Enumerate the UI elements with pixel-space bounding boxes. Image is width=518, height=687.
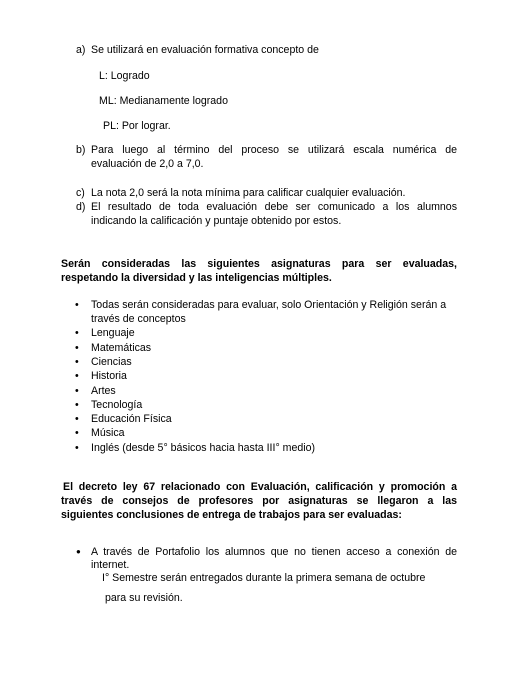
subject-item: Artes: [91, 385, 116, 397]
portfolio-bullet-line2: internet.: [91, 559, 130, 571]
bullet-marker: ●: [76, 547, 81, 556]
subject-bullet-text: Todas serán consideradas para evaluar, solo Orientación y Religión serán a: [91, 299, 447, 311]
subject-item: Tecnología: [91, 399, 143, 411]
section2-heading-line2: respetando la diversidad y las inteligencias múltiples.: [61, 272, 332, 284]
subject-item: Lenguaje: [91, 327, 135, 339]
item-d-line1: El resultado de toda evaluación debe ser comunicado a los alumnos: [91, 201, 457, 213]
section3-heading-line1: El decreto ley 67 relacionado con Evaluación, calificación y promoción a: [63, 481, 457, 493]
subject-item: Educación Física: [91, 413, 172, 425]
bullet-marker: •: [75, 413, 79, 425]
bullet-marker: •: [75, 442, 79, 454]
subject-item: Inglés (desde 5° básicos hacia hasta III° medio): [91, 442, 315, 454]
concept-por-lograr: PL: Por lograr.: [103, 120, 171, 132]
item-a-text: Se utilizará en evaluación formativa concepto de: [91, 44, 319, 56]
section2-heading-line1: Serán consideradas las siguientes asignaturas para ser evaluadas,: [61, 258, 457, 270]
bullet-marker: •: [75, 327, 79, 339]
list-marker-c: c): [76, 187, 85, 199]
portfolio-sub-line2: para su revisión.: [105, 592, 183, 604]
item-b-line2: evaluación de 2,0 a 7,0.: [91, 158, 204, 170]
subject-item: Música: [91, 427, 125, 439]
list-marker-b: b): [76, 144, 86, 156]
subject-bullet-text-cont: través de conceptos: [91, 313, 186, 325]
bullet-marker: •: [75, 399, 79, 411]
concept-logrado: L: Logrado: [99, 70, 150, 82]
portfolio-bullet-line1: A través de Portafolio los alumnos que no tienen acceso a conexión de: [91, 546, 457, 558]
section3-heading-line2: través de consejos de profesores por asignaturas se llegaron a las: [61, 495, 457, 507]
item-c-text: La nota 2,0 será la nota mínima para calificar cualquier evaluación.: [91, 187, 406, 199]
subject-item: Historia: [91, 370, 127, 382]
subject-item: Ciencias: [91, 356, 132, 368]
list-marker-d: d): [76, 201, 86, 213]
bullet-marker: •: [75, 299, 79, 311]
item-b-line1: Para luego al término del proceso se utilizará escala numérica de: [91, 144, 457, 156]
portfolio-sub-line1: I° Semestre serán entregados durante la primera semana de octubre: [102, 572, 426, 584]
bullet-marker: •: [75, 370, 79, 382]
list-marker-a: a): [76, 44, 86, 56]
concept-medianamente-logrado: ML: Medianamente logrado: [99, 95, 228, 107]
subject-item: Matemáticas: [91, 342, 152, 354]
section3-heading-line3: siguientes conclusiones de entrega de trabajos para ser evaluadas:: [61, 509, 402, 521]
bullet-marker: •: [75, 427, 79, 439]
bullet-marker: •: [75, 342, 79, 354]
bullet-marker: •: [75, 385, 79, 397]
item-d-line2: indicando la calificación y puntaje obtenido por estos.: [91, 215, 342, 227]
bullet-marker: •: [75, 356, 79, 368]
